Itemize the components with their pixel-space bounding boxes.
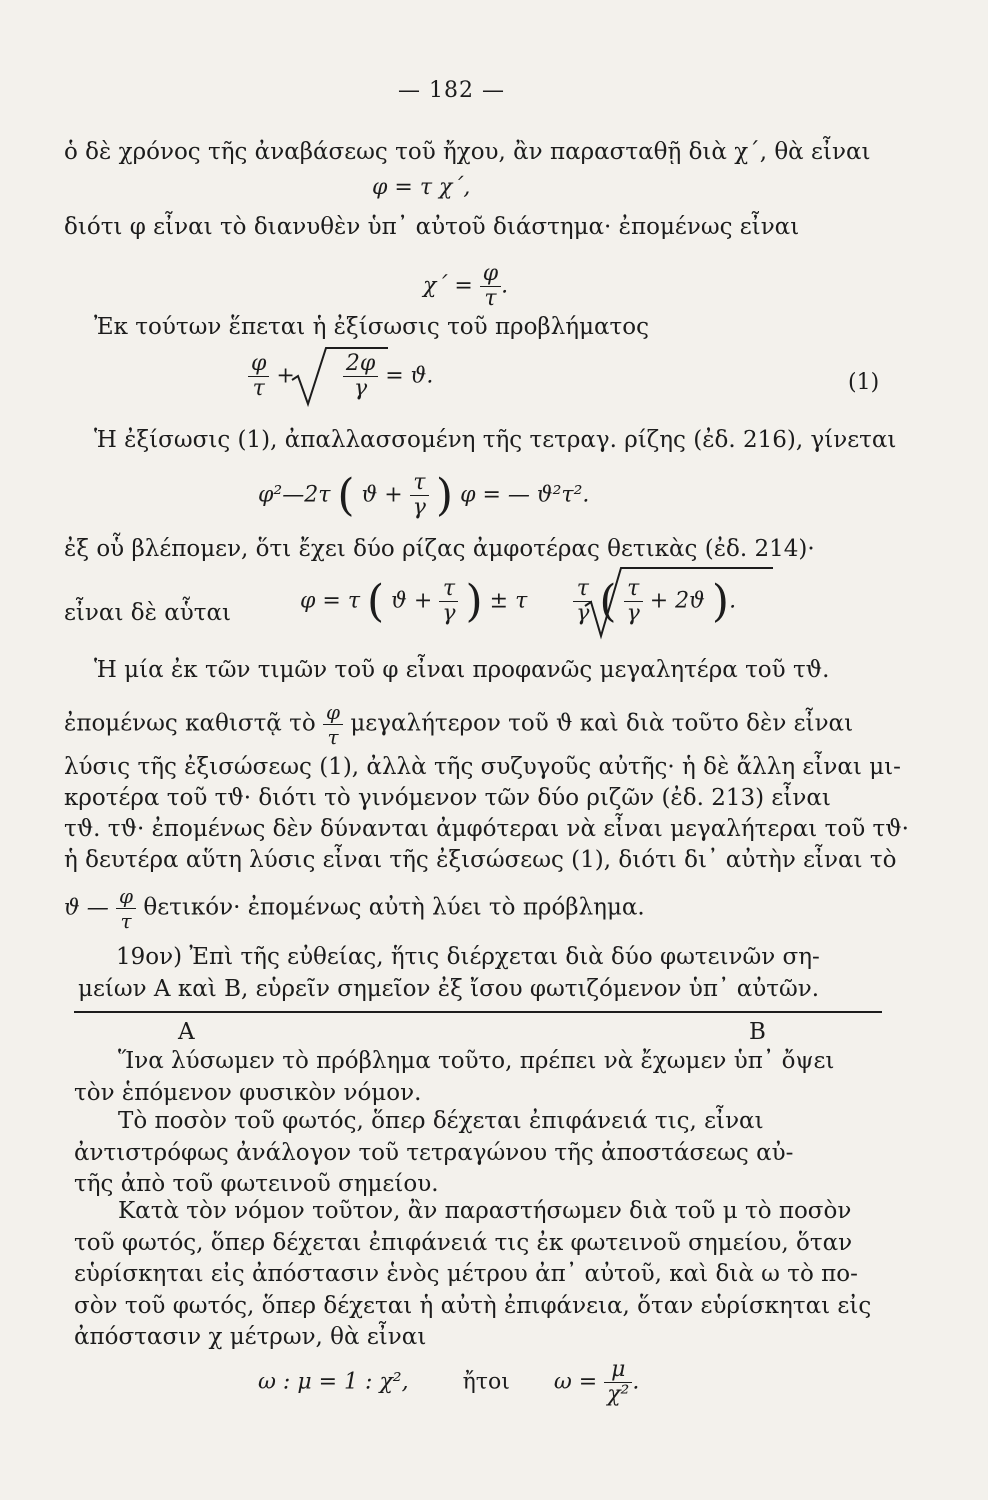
text-line: λύσις τῆς ἐξισώσεως (1), ἀλλὰ τῆς συζυγοῦς αὐτῆς· ἡ δὲ ἄλλη εἶναι μι- — [64, 754, 901, 780]
problem-number: 19ον) — [116, 944, 183, 970]
text-line: ἐπομένως καθιστᾷ τὸ $\frac{\varphi}{\tau}$ μεγαλήτερον τοῦ ϑ καὶ διὰ τοῦτο δὲν εἶναι — [64, 700, 854, 749]
denominator: γ — [353, 376, 368, 401]
denominator: τ — [327, 725, 339, 749]
eq-term: ± τ — [489, 588, 528, 614]
fraction — [248, 352, 269, 401]
numerator: 2φ — [343, 352, 378, 377]
problem-heading — [116, 942, 820, 972]
text-line: διότι φ εἶναι τὸ διανυθὲν ὑπ᾽ αὐτοῦ διάστημα· ἐπομένως εἶναι — [64, 214, 800, 240]
problem-text: Ἐπὶ τῆς εὐθείας, ἥτις διέρχεται διὰ δύο φωτεινῶν ση- — [189, 944, 820, 970]
numerator: φ — [116, 884, 136, 909]
eq-term: φ = — ϑ²τ². — [460, 482, 590, 508]
radical-sign — [290, 346, 390, 408]
fraction — [439, 577, 458, 626]
denominator: τ — [484, 286, 497, 311]
eq-term: φ = τ — [300, 588, 360, 614]
paragraph: Ἵνα λύσωμεν τὸ πρόβλημα τοῦτο, πρέπει νὰ ἔχωμεν ὑπ᾽ ὄψει τὸν ἑπόμενον φυσικὸν νόμον. — [74, 1048, 835, 1106]
fraction — [323, 700, 343, 749]
fraction — [410, 471, 429, 520]
point-label-b: Β — [749, 1019, 766, 1045]
denominator: τ — [252, 376, 265, 401]
problem-text: μείων Α καὶ Β, εὑρεῖν σημεῖον ἐξ ἴσου φωτιζόμενον ὑπ᾽ αὐτῶν. — [78, 976, 820, 1002]
fraction — [604, 1358, 632, 1407]
eq-term: + 2ϑ — [649, 588, 705, 614]
plus-sign: + — [276, 363, 295, 389]
text-line: ὁ δὲ χρόνος τῆς ἀναβάσεως τοῦ ἤχου, ἂν παρασταθῇ διὰ χ΄, θὰ εἶναι — [64, 139, 871, 165]
denominator: γ — [412, 495, 426, 520]
text-line: ἡ δευτέρα αὕτη λύσις εἶναι τῆς ἐξισώσεως (1), διότι δι᾽ αὐτὴν εἶναι τὸ — [64, 847, 897, 873]
denominator: γ — [626, 601, 640, 626]
text-line: κροτέρα τοῦ τϑ· διότι τὸ γινόμενον τῶν δύο ριζῶν (ἐδ. 213) εἶναι — [64, 785, 831, 811]
text-line: εἶναι δὲ αὗται — [64, 600, 232, 626]
paragraph: Κατὰ τὸν νόμον τοῦτον, ἂν παραστήσωμεν διὰ τοῦ μ τὸ ποσὸν τοῦ φωτός, ὅπερ δέχεται ἐπιφάνειά τις ἐκ φωτεινοῦ σημείου, ὅταν εὑρίσκηται εἰς ἀπόστασιν ἑνὸς μέτρου ἀπ᾽ αὐτοῦ, καὶ διὰ ω τὸ πο- σὸν τοῦ φωτός, ὅπερ δέχεται ἡ αὐτὴ ἐπιφάνεια, ὅταν εὑρίσκηται εἰς ἀπόστασιν χ μέτρων, θὰ εἶναι — [74, 1198, 872, 1350]
numerator: τ — [410, 471, 429, 496]
numerator: τ — [624, 577, 643, 602]
equation-3: φ = τ ( ϑ + $\frac{\tau}{\gamma}$ ) ± τ $\frac{\tau}{\gamma}$ ( $\frac{\tau}{\gamma}$ + 2ϑ ). — [300, 576, 737, 627]
line-segment-ab — [74, 1011, 882, 1013]
fraction — [116, 884, 136, 933]
denominator: γ — [442, 601, 456, 626]
eq-word: ἤτοι — [462, 1369, 510, 1395]
point-label-a: Α — [178, 1019, 195, 1045]
text-line: Ἐκ τούτων ἕπεται ἡ ἐξίσωσις τοῦ προβλήματος — [94, 314, 650, 340]
final-equation: ω : μ = 1 : χ², ἤτοι ω = $\frac{\mu}{\text{χ²}}$ . — [258, 1357, 640, 1407]
numerator: τ — [439, 577, 458, 602]
page-number: — 182 — — [398, 78, 505, 103]
equation-label: (1) — [848, 370, 880, 395]
equation: χ΄ = $\frac{\varphi}{\tau}$ . — [423, 261, 509, 311]
radical-sign — [583, 566, 783, 638]
denominator: χ² — [607, 1382, 630, 1407]
eq-term: ω : μ = 1 : χ², — [258, 1369, 409, 1395]
text-line: ἐξ οὗ βλέπομεν, ὅτι ἔχει δύο ρίζας ἀμφοτέρας θετικὰς (ἐδ. 214)· — [64, 536, 815, 562]
text-line: Ἡ ἐξίσωσις (1), ἀπαλλασσομένη τῆς τετραγ. ρίζης (ἐδ. 216), γίνεται — [94, 427, 897, 453]
text-line: ϑ — $\frac{\varphi}{\tau}$ θετικόν· ἐπομένως αὐτὴ λύει τὸ πρόβλημα. — [64, 884, 645, 933]
text-line: Ἡ μία ἐκ τῶν τιμῶν τοῦ φ εἶναι προφανῶς μεγαλητέρα τοῦ τϑ. — [94, 657, 830, 683]
numerator: μ — [604, 1358, 632, 1383]
eq-term: ω = — [553, 1369, 598, 1395]
fraction — [480, 262, 501, 311]
numerator: τ — [573, 577, 592, 602]
eq-rhs: = ϑ. — [385, 363, 434, 389]
equation-2: φ²—2τ ( ϑ + $\frac{\tau}{\gamma}$ ) φ = — ϑ²τ². — [258, 470, 590, 521]
eq-lhs: χ΄ = — [423, 273, 473, 299]
eq-term: ϑ + — [391, 588, 433, 614]
numerator: φ — [480, 262, 501, 287]
paragraph: Τὸ ποσὸν τοῦ φωτός, ὅπερ δέχεται ἐπιφάνειά τις, εἶναι ἀντιστρόφως ἀνάλογον τοῦ τετραγώνου τῆς ἀποστάσεως αὐ- τῆς ἀπὸ τοῦ φωτεινοῦ σημείου. — [74, 1108, 794, 1197]
equation: φ = τ χ΄, — [372, 175, 471, 200]
eq-term: ϑ + — [361, 482, 403, 508]
eq-term: φ²—2τ — [258, 482, 331, 508]
numerator: φ — [248, 352, 269, 377]
numerator: φ — [323, 700, 343, 725]
denominator: τ — [120, 909, 132, 933]
denominator: γ — [576, 601, 590, 626]
text-line: τϑ. τϑ· ἐπομένως δὲν δύνανται ἀμφότεραι νὰ εἶναι μεγαλήτεραι τοῦ τϑ· — [64, 816, 909, 842]
